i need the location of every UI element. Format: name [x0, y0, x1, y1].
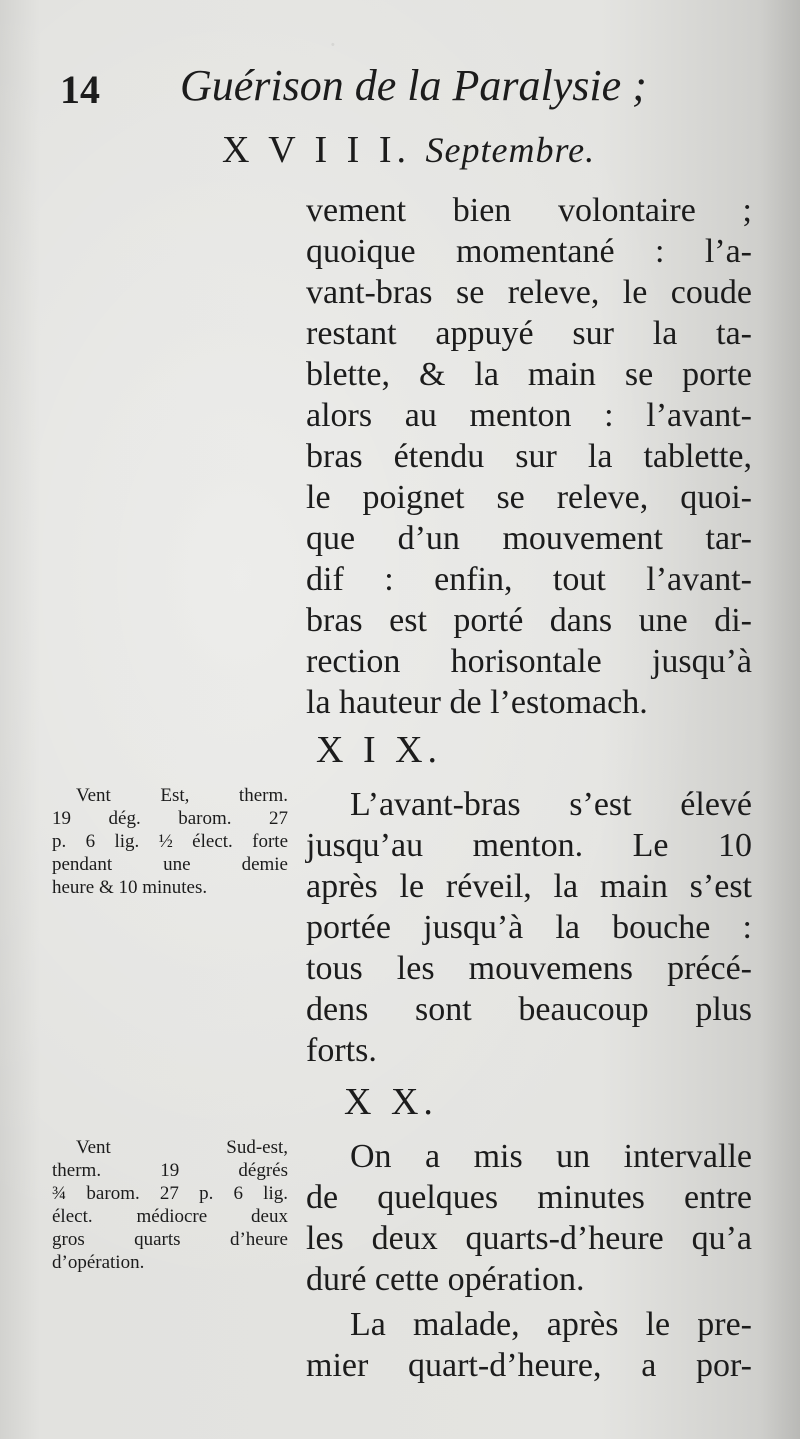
text-line: vant-bras se releve, le coude — [306, 274, 752, 311]
text-line: L’avant-bras s’est élevé — [350, 786, 752, 823]
note-line: ¾ barom. 27 p. 6 lig. — [52, 1183, 288, 1204]
show-through-text: · — [330, 30, 337, 59]
text-line: le poignet se releve, quoi- — [306, 479, 752, 516]
note-line: p. 6 lig. ½ élect. forte — [52, 831, 288, 852]
text-line: alors au menton : l’avant- — [306, 397, 752, 434]
text-line: restant appuyé sur la ta- — [306, 315, 752, 352]
text-line: quoique momentané : l’a- — [306, 233, 752, 270]
text-line: blette, & la main se porte — [306, 356, 752, 393]
text-line: bras est porté dans une di- — [306, 602, 752, 639]
note-line: d’opération. — [52, 1252, 145, 1273]
text-line: duré cette opération. — [306, 1261, 585, 1298]
note-line: gros quarts d’heure — [52, 1229, 288, 1250]
text-line: dif : enfin, tout l’avant- — [306, 561, 752, 598]
body-text-xx-paragraph-2 — [306, 1304, 752, 1386]
note-line: élect. médiocre deux — [52, 1206, 288, 1227]
margin-note-xx — [52, 1136, 288, 1274]
body-text-xviii — [306, 190, 752, 723]
text-line: la hauteur de l’estomach. — [306, 684, 648, 721]
section-heading-xx — [344, 1080, 438, 1124]
section-month: Septembre. — [425, 130, 596, 170]
body-text-xx — [306, 1136, 752, 1300]
text-line: après le réveil, la main s’est — [306, 868, 752, 905]
text-line: vement bien volontaire ; — [306, 192, 752, 229]
text-line: mier quart-d’heure, a por- — [306, 1347, 752, 1384]
note-line: therm. 19 dégrés — [52, 1160, 288, 1181]
page-number: 14 — [60, 67, 100, 112]
note-line: pendant une demie — [52, 854, 288, 875]
section-numeral: X X. — [344, 1081, 438, 1123]
section-numeral: X I X. — [316, 729, 443, 771]
text-line: forts. — [306, 1032, 377, 1069]
note-line: heure & 10 minutes. — [52, 877, 208, 898]
section-heading-xix — [316, 728, 442, 772]
text-line: La malade, après le pre- — [350, 1306, 752, 1343]
running-title: Guérison de la Paralysie ; — [180, 61, 647, 110]
margin-note-xix — [52, 784, 288, 899]
body-text-xix — [306, 784, 752, 1071]
text-line: tous les mouvemens précé- — [306, 950, 752, 987]
note-line: Vent Est, therm. — [76, 785, 288, 806]
section-heading-xviii — [222, 128, 595, 172]
text-line: de quelques minutes entre — [306, 1179, 752, 1216]
text-line: rection horisontale jusqu’à — [306, 643, 752, 680]
note-line: 19 dég. barom. 27 — [52, 808, 288, 829]
text-line: On a mis un intervalle — [350, 1138, 752, 1175]
text-line: portée jusqu’à la bouche : — [306, 909, 752, 946]
text-line: que d’un mouvement tar- — [306, 520, 752, 557]
note-line: Vent Sud-est, — [76, 1137, 288, 1158]
page-header — [60, 58, 760, 118]
section-numeral: X V I I I. — [222, 129, 411, 171]
text-line: jusqu’au menton. Le 10 — [306, 827, 752, 864]
text-line: bras étendu sur la tablette, — [306, 438, 752, 475]
text-line: dens sont beaucoup plus — [306, 991, 752, 1028]
text-line: les deux quarts-d’heure qu’a — [306, 1220, 752, 1257]
